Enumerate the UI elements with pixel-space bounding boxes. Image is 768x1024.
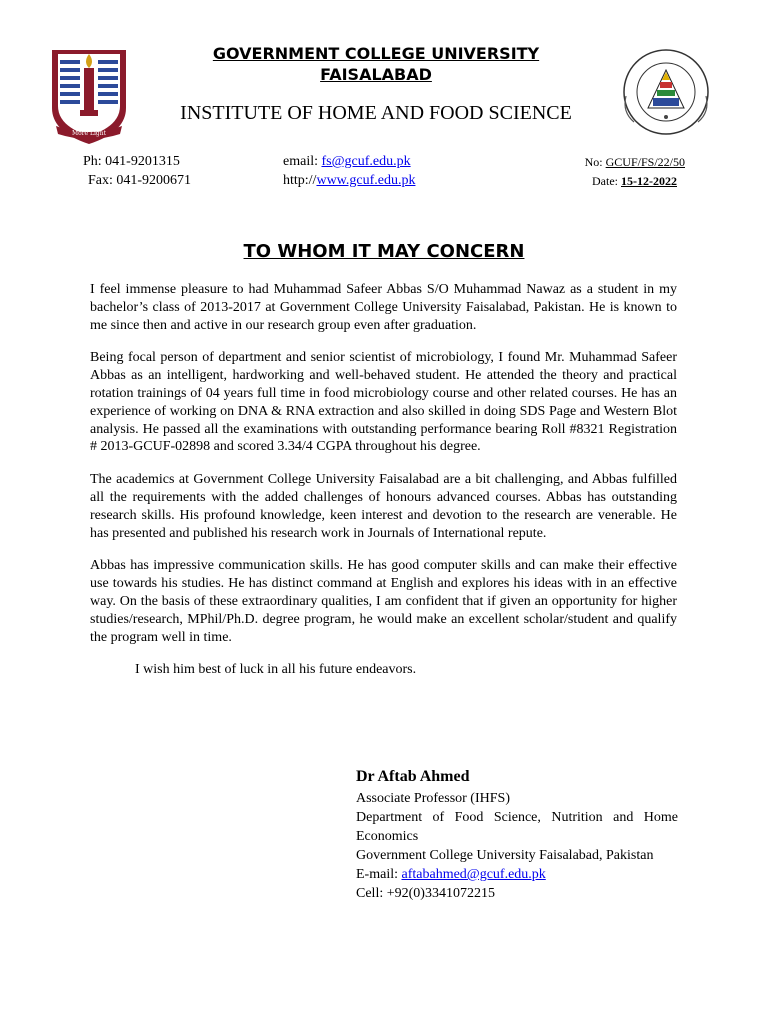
website-line (283, 171, 415, 190)
date-label: Date: (592, 174, 621, 188)
gcuf-logo (48, 46, 130, 146)
fax-number: Fax: 041-9200671 (88, 173, 192, 188)
food-science-seal-icon (620, 42, 712, 144)
email-line (283, 152, 411, 171)
email-label: email: (283, 154, 322, 169)
website-link[interactable]: www.gcuf.edu.pk (316, 173, 416, 188)
closing-line: I wish him best of luck in all his future endeavors. (135, 662, 417, 678)
signatory-email-link[interactable]: aftabahmed@gcuf.edu.pk (401, 867, 546, 882)
logo-motto: More Light (71, 130, 107, 137)
signatory-university: Government College University Faisalabad, Pakistan (356, 848, 654, 863)
phone-number: Ph: 041-9201315 (83, 154, 180, 169)
institute-title: INSTITUTE OF HOME AND FOOD SCIENCE (180, 102, 572, 124)
signature-block (356, 766, 678, 903)
paragraph-4: Abbas has impressive communication skills. He has good computer skills and can make their effective use towards his studies. He has distinct command at English and explores his ideas with in an effective way. On the basis of these extraordinary qualities, I am confident that if given an opportunity for higher studies/research, MPhil/Ph.D. degree program, he would make an excellent scholar/student and qualify the program well in time. (90, 558, 677, 645)
signatory-cell: Cell: +92(0)3341072215 (356, 886, 495, 901)
letter-body (90, 281, 677, 694)
website-prefix: http:// (283, 173, 317, 188)
department-seal (620, 42, 712, 144)
letter-date (592, 173, 677, 189)
paragraph-2: Being focal person of department and senior scientist of microbiology, I found Mr. Muhammad Safeer Abbas as an intelligent, hardworking and well-behaved student. He attended the theory and practical rotation trainings of 04 years full time in food microbiology course and other related courses. He has an experience of working on DNA & RNA extraction and also skilled in doing SDS Page and Western Blot analysis. He passed all the examinations with outstanding performance bearing Roll #8321 Registration # 2013-GCUF-02898 and scored 3.34/4 CGPA throughout his degree. (90, 350, 677, 455)
date-value: 15-12-2022 (621, 174, 677, 188)
signatory-email-label: E-mail: (356, 867, 402, 882)
paragraph-3: The academics at Government College University Faisalabad are a bit challenging, and Abbas fulfilled all the requirements with the added challenges of honours advanced courses. Abbas has outstanding research skills. His profound knowledge, keen interest and devotion to the research are venerable. He has presented and published his research work in Journals of International repute. (90, 472, 677, 541)
reference-label: No: (584, 155, 606, 169)
reference-value: GCUF/FS/22/50 (605, 155, 685, 169)
signatory-email-line (356, 865, 678, 884)
email-link[interactable]: fs@gcuf.edu.pk (321, 154, 411, 169)
signatory-title: Associate Professor (IHFS) (356, 791, 510, 806)
university-title: GOVERNMENT COLLEGE UNIVERSITY FAISALABAD (212, 44, 540, 84)
gcuf-shield-icon (48, 46, 130, 146)
signatory-department: Department of Food Science, Nutrition and Home Economics (356, 810, 678, 844)
paragraph-1: I feel immense pleasure to had Muhammad Safeer Abbas S/O Muhammad Nawaz as a student in my bachelor’s class of 2013-2017 at Government College University Faisalabad, Pakistan. He is known to me since then and active in our research group even after graduation. (90, 282, 677, 333)
signatory-name: Dr Aftab Ahmed (356, 768, 470, 785)
letter-heading: TO WHOM IT MAY CONCERN (243, 241, 525, 262)
reference-number (585, 154, 685, 170)
